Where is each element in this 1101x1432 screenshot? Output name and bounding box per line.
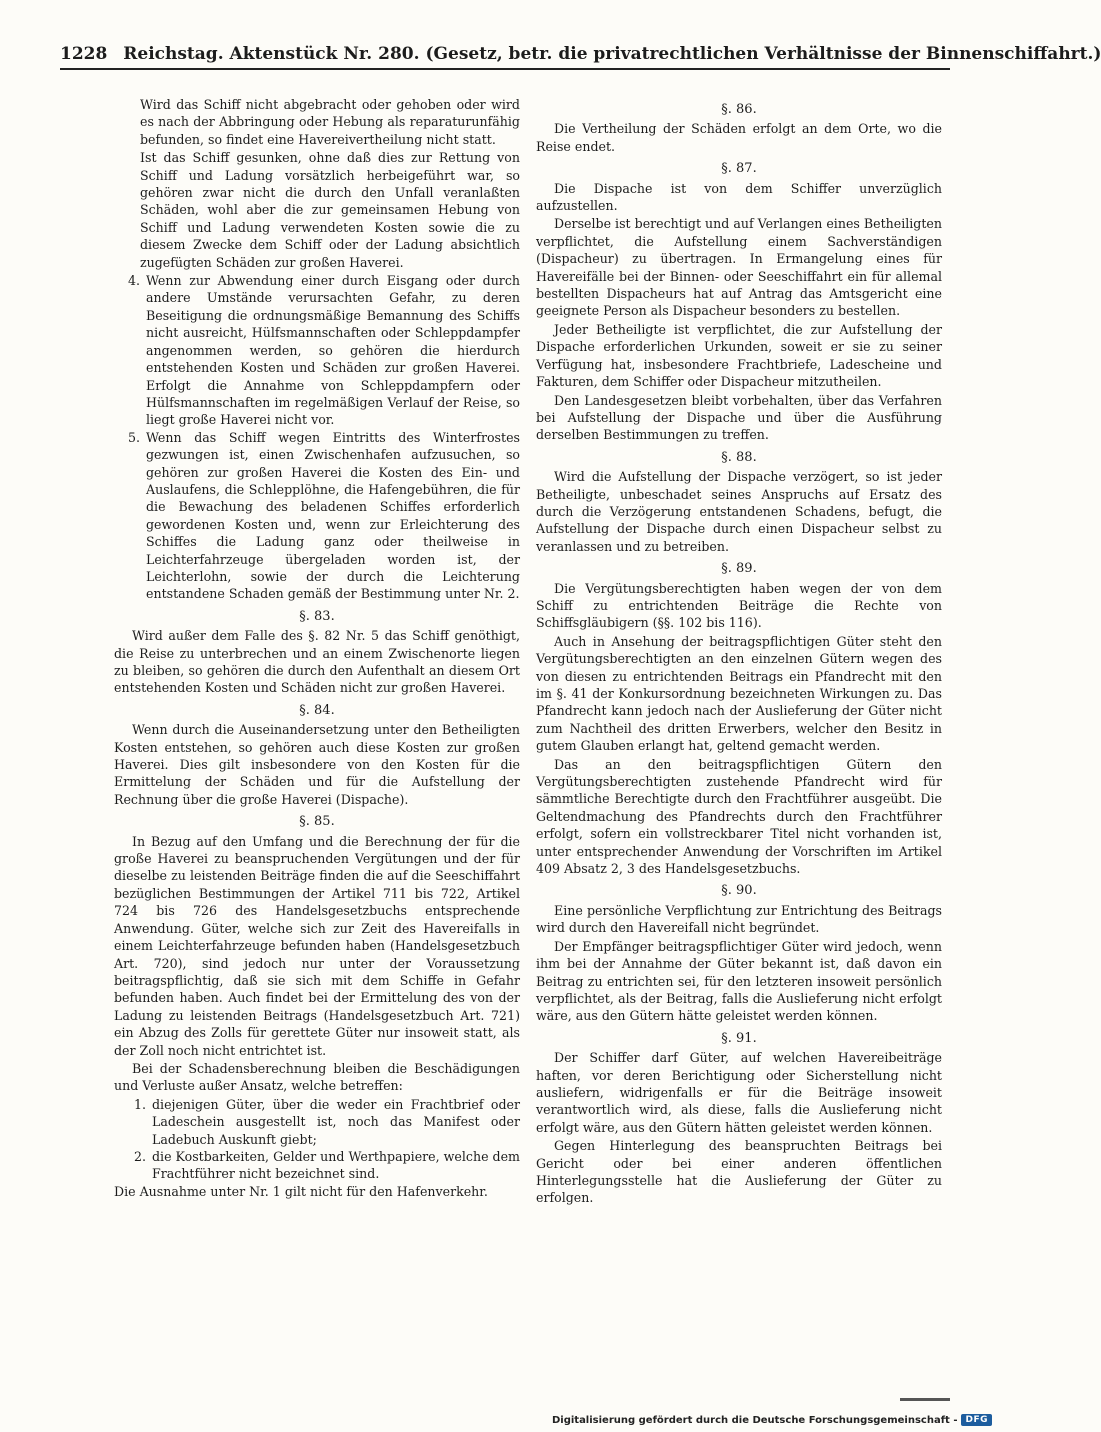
list-item-5 [114, 429, 520, 603]
paragraph: Wird außer dem Falle des §. 82 Nr. 5 das Schiff genöthigt, die Reise zu unterbrechen und an einem Zwischenorte liegen zu bleiben, so gehören die durch den Aufenthalt an diesem Ort entstehenden Kosten und Schäden nicht zur großen Haverei. [114, 628, 520, 696]
section-heading-84: §. 84. [299, 702, 335, 718]
page-title: Reichstag. Aktenstück Nr. 280. (Gesetz, betr. die privatrechtlichen Verhältnisse der Binnenschiffahrt.) [123, 44, 1101, 64]
list-number: 1. [133, 1096, 146, 1112]
list-text: die Kostbarkeiten, Gelder und Werthpapiere, welche dem Frachtführer nicht bezeichnet sind. [152, 1148, 520, 1182]
paragraph: Das an den beitragspflichtigen Gütern den Vergütungsberechtigten zustehende Pfandrecht wird für sämmtliche Berechtigte durch den Frachtführer ausgeübt. Die Geltendmachung des Pfandrechts durch den Frachtführer erfolgt, sofern ein vollstreckbarer Titel nicht vorhanden ist, unter entsprechender Anwendung der Vorschriften im Artikel 409 Absatz 2, 3 des Handelsgesetzbuchs. [536, 756, 942, 877]
section-heading-87: §. 87. [721, 161, 757, 177]
item-3-continuation [114, 96, 520, 271]
dfg-logo: DFG [961, 1414, 992, 1426]
scan-mark-divider [900, 1398, 950, 1401]
section-heading-83: §. 83. [299, 608, 335, 624]
list-item-2 [114, 1148, 520, 1183]
footer-text: Digitalisierung gefördert durch die Deutsche Forschungsgemeinschaft - [551, 1414, 958, 1426]
list-item-1 [114, 1096, 520, 1148]
list-number: 5. [127, 429, 140, 445]
paragraph: Die Ausnahme unter Nr. 1 gilt nicht für den Hafenverkehr. [114, 1183, 488, 1199]
paragraph: Wird das Schiff nicht abgebracht oder gehoben oder wird es nach der Abbringung oder Hebung als reparaturunfähig befunden, so findet eine Havereivertheilung nicht statt. [140, 97, 520, 147]
section-heading-90: §. 90. [721, 883, 757, 899]
section-heading-86: §. 86. [721, 102, 757, 117]
section-heading-88: §. 88. [721, 449, 757, 465]
paragraph: In Bezug auf den Umfang und die Berechnung der für die große Haverei zu beanspruchenden Vergütungen und der für dieselbe zu leistenden Beiträge finden die auf die Seeschiffahrt bezüglichen Bestimmungen der Artikel 711 bis 722, Artikel 724 bis 726 des Handelsgesetzbuchs entsprechende Anwendung. Güter, welche sich zur Zeit des Havereifalls in einem Leichterfahrzeuge befunden haben (Handelsgesetzbuch Art. 720), sind jedoch nur unter der Voraussetzung beitragspflichtig, daß sie sich mit dem Schiffe in Gefahr befunden haben. Auch findet bei der Ermittelung des von der Ladung zu leistenden Beitrags (Handelsgesetzbuch Art. 721) ein Abzug des Zolls für gerettete Güter nur insoweit statt, als der Zoll noch nicht entrichtet ist. [114, 833, 520, 1058]
section-heading-91: §. 91. [721, 1030, 757, 1046]
paragraph: Die Vertheilung der Schäden erfolgt an dem Orte, wo die Reise endet. [536, 121, 942, 154]
digitization-footer [552, 1414, 992, 1426]
list-number: 2. [133, 1148, 146, 1164]
page-number: 1228 [60, 44, 108, 64]
page-header [60, 44, 1101, 70]
list-number: 4. [127, 273, 140, 289]
list-item-4 [114, 272, 520, 429]
left-column [114, 96, 520, 1201]
paragraph: Wenn durch die Auseinandersetzung unter den Betheiligten Kosten entstehen, so gehören auch diese Kosten zur großen Haverei. Dies gilt insbesondere von den Kosten für die Ermittelung der Schäden und für die Aufstellung der Rechnung über die große Haverei (Dispache). [114, 722, 520, 807]
list-text: Wenn zur Abwendung einer durch Eisgang oder durch andere Umstände verursachten Gefahr, zu deren Beseitigung die ordnungsmäßige Bemannung des Schiffs nicht ausreicht, Hülfsmannschaften oder Schleppdampfer angenommen werden, so gehören die hierdurch entstehenden Kosten und Schäden zur großen Haverei. Erfolgt die Annahme von Schleppdampfern oder Hülfsmannschaften im regelmäßigen Verlauf der Reise, so liegt große Haverei nicht vor. [146, 273, 520, 428]
paragraph: Die Vergütungsberechtigten haben wegen der von dem Schiff zu entrichtenden Beiträge die Rechte von Schiffsgläubigern (§§. 102 bis 116). [536, 580, 942, 631]
list-text: diejenigen Güter, über die weder ein Frachtbrief oder Ladeschein ausgestellt ist, noch das Manifest oder Ladebuch Auskunft giebt; [152, 1096, 520, 1147]
paragraph: Ist das Schiff gesunken, ohne daß dies zur Rettung von Schiff und Ladung vorsätzlich herbeigeführt war, so gehören zwar nicht die durch den Unfall veranlaßten Schäden, wohl aber die zur gemeinsamen Hebung von Schiff und Ladung verwendeten Kosten sowie die zu diesem Zwecke dem Schiff oder der Ladung absichtlich zugefügten Schäden zur großen Haverei. [140, 150, 520, 270]
paragraph: Der Schiffer darf Güter, auf welchen Havereibeiträge haften, vor deren Berichtigung oder Sicherstellung nicht ausliefern, widrigenfalls er für die Beiträge insoweit verantwortlich wird, als diese, falls die Auslieferung nicht erfolgt wäre, aus den Gütern hätten geleistet werden können. [536, 1050, 942, 1135]
right-column [536, 96, 942, 1208]
list-text: Wenn das Schiff wegen Eintritts des Winterfrostes gezwungen ist, einen Zwischenhafen aufzusuchen, so gehören zur großen Haverei die Kosten des Ein- und Auslaufens, die Schlepplöhne, die Hafengebühren, die für die Bewachung des beladenen Schiffes erforderlich gewordenen Kosten und, wenn zur Erleichterung des Schiffes die Ladung ganz oder theilweise in Leichterfahrzeuge übergeladen worden ist, der Leichterlohn, sowie der durch die Leichterung entstandene Schaden gemäß der Bestimmung unter Nr. 2. [146, 429, 520, 602]
paragraph: Bei der Schadensberechnung bleiben die Beschädigungen und Verluste außer Ansatz, welche betreffen: [114, 1060, 520, 1094]
paragraph: Eine persönliche Verpflichtung zur Entrichtung des Beitrags wird durch den Havereifall nicht begründet. [536, 902, 942, 936]
paragraph: Gegen Hinterlegung des beanspruchten Beitrags bei Gericht oder bei einer anderen öffentlichen Hinterlegungsstelle hat die Auslieferung der Güter zu erfolgen. [536, 1138, 942, 1206]
paragraph: Der Empfänger beitragspflichtiger Güter wird jedoch, wenn ihm bei der Annahme der Güter bekannt ist, daß davon ein Beitrag zu entrichten sei, für den letzteren insoweit persönlich verpflichtet, als der Beitrag, falls die Auslieferung nicht erfolgt wäre, aus den Gütern hätte geleistet werden können. [536, 938, 942, 1024]
paragraph: Den Landesgesetzen bleibt vorbehalten, über das Verfahren bei Aufstellung der Dispache und über die Ausführung derselben Bestimmungen zu treffen. [536, 392, 942, 443]
paragraph: Auch in Ansehung der beitragspflichtigen Güter steht den Vergütungsberechtigten an den einzelnen Gütern wegen des von diesen zu entrichtenden Beitrags ein Pfandrecht mit den im §. 41 der Konkursordnung bezeichneten Wirkungen zu. Das Pfandrecht kann jedoch nach der Auslieferung der Güter nicht zum Nachtheil des dritten Erwerbers, welcher den Besitz in gutem Glauben erlangt hat, geltend gemacht werden. [536, 633, 942, 754]
paragraph: Die Dispache ist von dem Schiffer unverzüglich aufzustellen. [536, 180, 942, 214]
section-heading-85: §. 85. [299, 814, 335, 830]
paragraph: Wird die Aufstellung der Dispache verzögert, so ist jeder Betheiligte, unbeschadet seines Anspruchs auf Ersatz des durch die Verzögerung entstandenen Schadens, befugt, die Aufstellung der Dispache durch einen Dispacheur selbst zu veranlassen und zu betreiben. [536, 469, 942, 554]
paragraph: Derselbe ist berechtigt und auf Verlangen eines Betheiligten verpflichtet, die Aufstellung einem Sachverständigen (Dispacheur) zu übertragen. In Ermangelung eines für Havereifälle bei der Binnen- oder Seeschiffahrt ein für allemal bestellten Dispacheurs hat auf Antrag das Amtsgericht eine geeignete Person als Dispacheur besonders zu bestellen. [536, 216, 942, 319]
section-heading-89: §. 89. [721, 561, 757, 577]
paragraph: Jeder Betheiligte ist verpflichtet, die zur Aufstellung der Dispache erforderlichen Urkunden, soweit er sie zu seiner Verfügung hat, insbesondere Frachtbriefe, Ladescheine und Fakturen, dem Schiffer oder Dispacheur mitzutheilen. [536, 321, 942, 390]
